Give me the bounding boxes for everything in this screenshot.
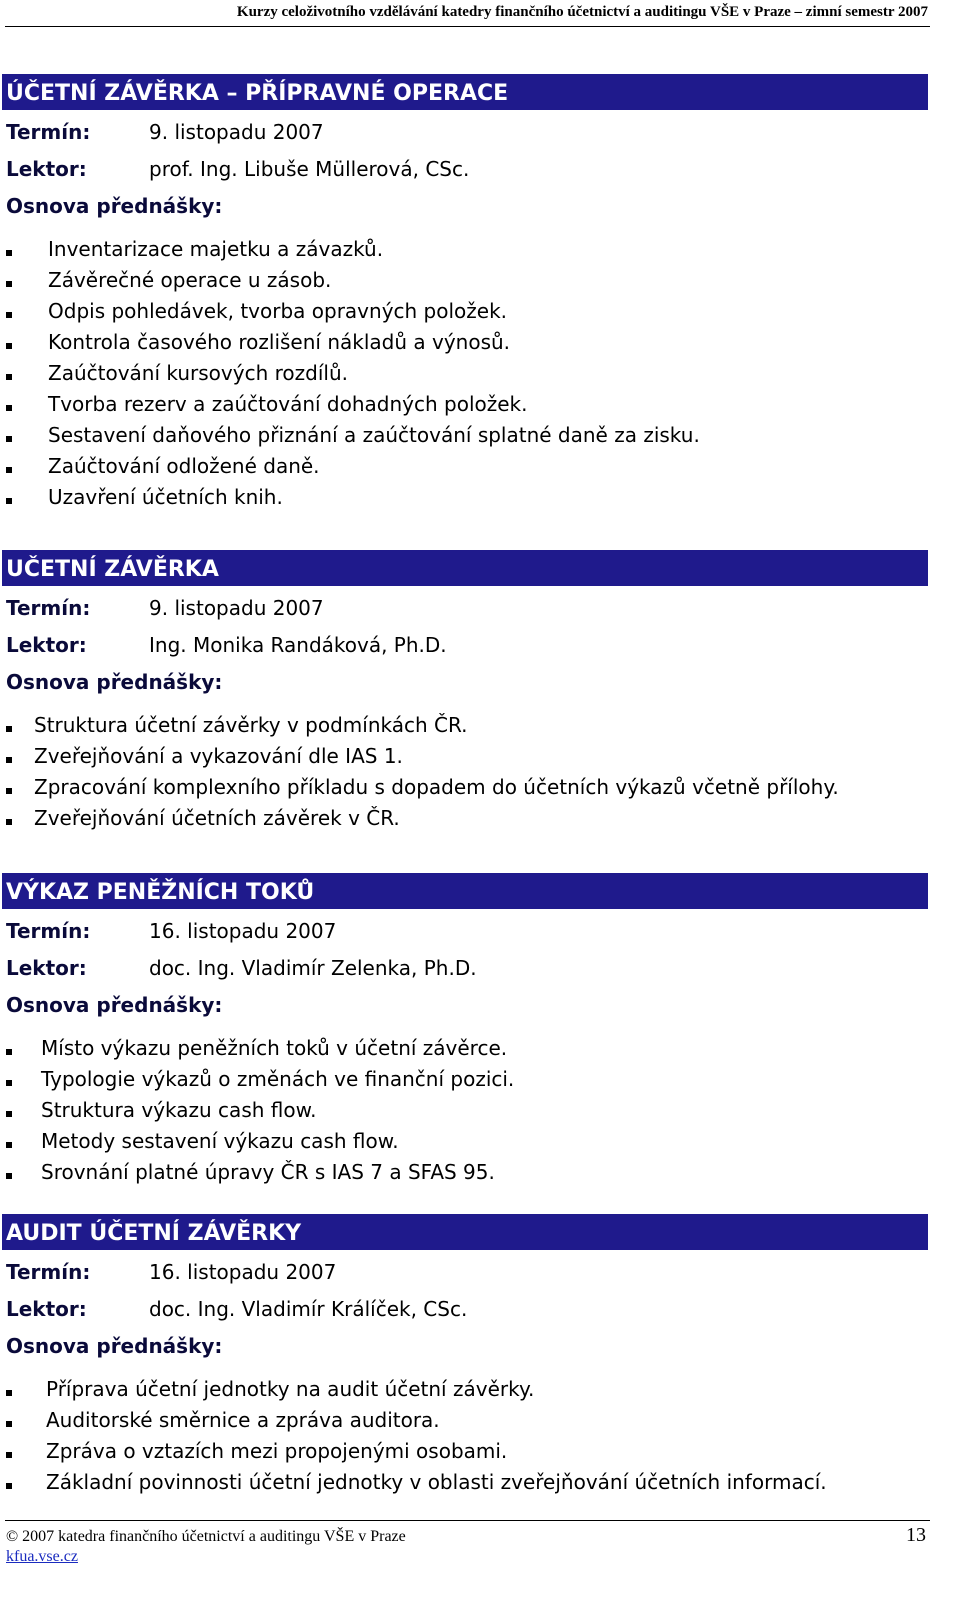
lektor-value: prof. Ing. Libuše Müllerová, CSc. [149,157,470,181]
bullet-icon [6,467,12,473]
termin-label: Termín: [6,596,91,620]
bullet-icon [6,343,12,349]
lektor-row [6,633,447,657]
bullet-icon [6,819,12,825]
bullet-icon [6,1483,12,1489]
section-title: AUDIT ÚČETNÍ ZÁVĚRKY [2,1214,928,1250]
osnova-label: Osnova přednášky: [6,670,223,694]
lektor-label: Lektor: [6,956,87,980]
bullet-icon [6,312,12,318]
footer-website-link[interactable]: kfua.vse.cz [6,1548,78,1565]
lektor-value: doc. Ing. Vladimír Zelenka, Ph.D. [149,956,477,980]
bullet-icon [6,726,12,732]
termin-row [6,1260,336,1284]
termin-value: 9. listopadu 2007 [149,596,324,620]
bullet-icon [6,436,12,442]
bullet-icon [6,1173,12,1179]
section-title: VÝKAZ PENĚŽNÍCH TOKŮ [2,873,928,909]
bullet-icon [6,1390,12,1396]
lektor-label: Lektor: [6,1297,87,1321]
lektor-row [6,956,477,980]
bullet-icon [6,1142,12,1148]
osnova-label: Osnova přednášky: [6,1334,223,1358]
bullet-icon [6,757,12,763]
osnova-label: Osnova přednášky: [6,194,223,218]
bullet-icon [6,1452,12,1458]
lektor-value: doc. Ing. Vladimír Králíček, CSc. [149,1297,468,1321]
bullet-icon [6,405,12,411]
bullet-icon [6,250,12,256]
bullet-icon [6,1080,12,1086]
lektor-label: Lektor: [6,157,87,181]
termin-value: 9. listopadu 2007 [149,120,324,144]
page-number: 13 [906,1524,926,1546]
termin-value: 16. listopadu 2007 [149,919,337,943]
termin-value: 16. listopadu 2007 [149,1260,337,1284]
termin-row [6,120,324,144]
header-divider [5,26,930,27]
section-title: ÚČETNÍ ZÁVĚRKA – PŘÍPRAVNÉ OPERACE [2,74,928,110]
bullet-icon [6,374,12,380]
bullet-icon [6,1111,12,1117]
footer-copyright: © 2007 katedra finančního účetnictví a auditingu VŠE v Praze [6,1528,406,1545]
page-header: Kurzy celoživotního vzdělávání katedry finančního účetnictví a auditingu VŠE v Praze – zimní semestr 2007 [236,4,928,20]
bullet-icon [6,1421,12,1427]
section-title: UČETNÍ ZÁVĚRKA [2,550,928,586]
osnova-label: Osnova přednášky: [6,993,223,1017]
bullet-icon [6,788,12,794]
bullet-icon [6,498,12,504]
termin-row [6,919,336,943]
termin-label: Termín: [6,1260,91,1284]
bullet-icon [6,281,12,287]
termin-label: Termín: [6,120,91,144]
lektor-row [6,1297,467,1321]
bullet-icon [6,1049,12,1055]
termin-label: Termín: [6,919,91,943]
termin-row [6,596,324,620]
lektor-row [6,157,469,181]
lektor-value: Ing. Monika Randáková, Ph.D. [149,633,447,657]
lektor-label: Lektor: [6,633,87,657]
footer-divider [5,1520,930,1521]
